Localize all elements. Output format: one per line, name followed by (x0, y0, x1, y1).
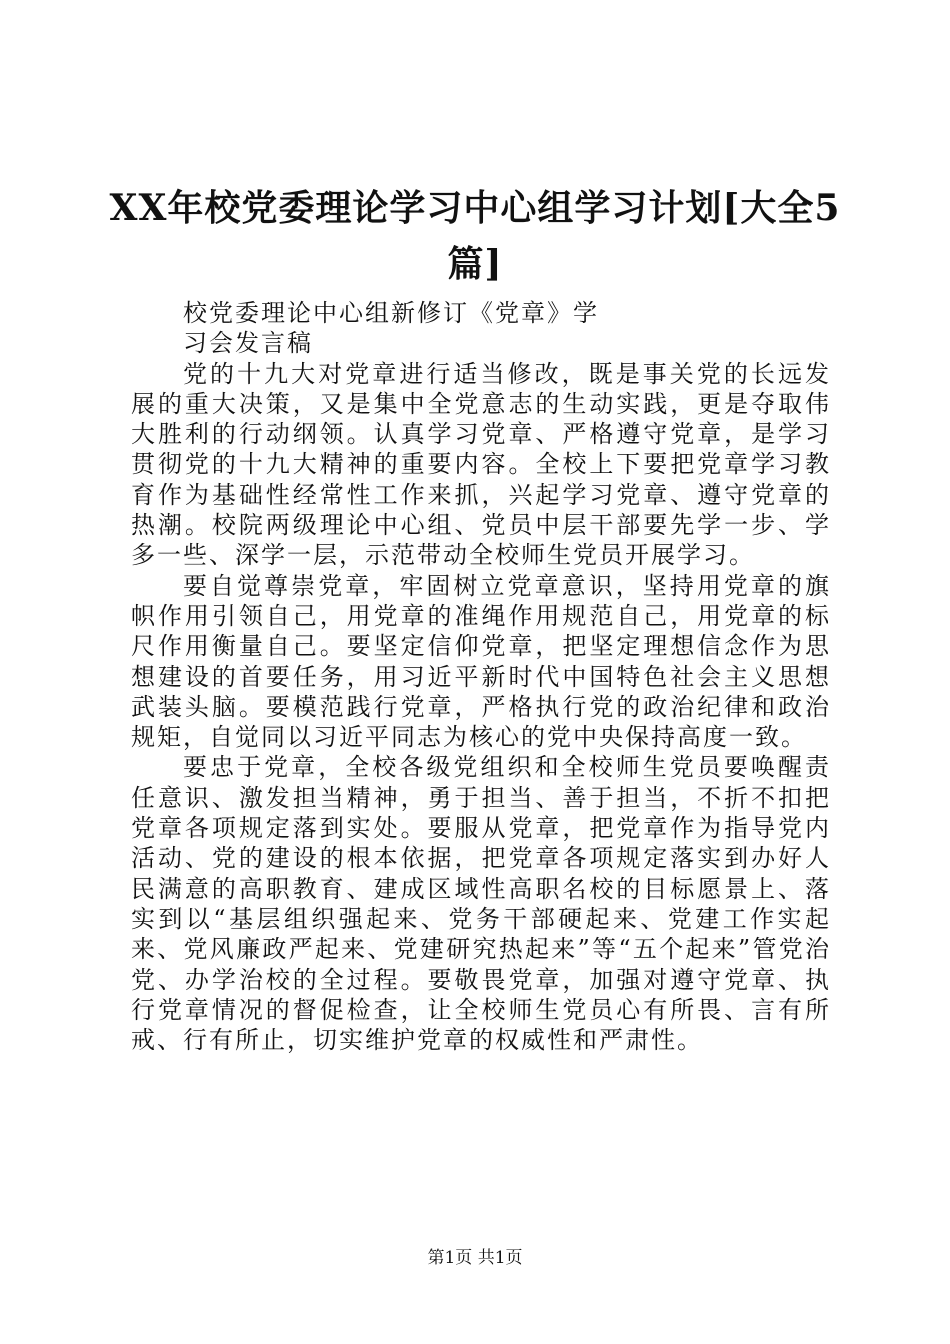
paragraph-3: 要忠于党章，全校各级党组织和全校师生党员要唤醒责任意识、激发担当精神，勇于担当、善于担当，不折不扣把党章各项规定落到实处。要服从党章，把党章作为指导党内活动、党的建设的根本依据，把党章各项规定落实到办好人民满意的高职教育、建成区域性高职名校的目标愿景上、落实到以“基层组织强起来、党务干部硬起来、党建工作实起来、党风廉政严起来、党建研究热起来”等“五个起来”管党治党、办学治校的全过程。要敬畏党章，加强对遵守党章、执行党章情况的督促检查，让全校师生党员心有所畏、言有所戒、行有所止，切实维护党章的权威性和严肃性。 (131, 753, 831, 1055)
document-body (131, 298, 831, 1055)
page-footer: 第1页 共1页 (427, 1248, 523, 1268)
document-subtitle: 校党委理论中心组新修订《党章》学习会发言稿 (183, 299, 599, 358)
paragraph-2: 要自觉尊崇党章，牢固树立党章意识，坚持用党章的旗帜作用引领自己，用党章的准绳作用规范自己，用党章的标尺作用衡量自己。要坚定信仰党章，把坚定理想信念作为思想建设的首要任务，用习近平新时代中国特色社会主义思想武装头脑。要模范践行党章，严格执行党的政治纪律和政治规矩，自觉同以习近平同志为核心的党中央保持高度一致。 (131, 571, 831, 752)
paragraph-1: 党的十九大对党章进行适当修改，既是事关党的长远发展的重大决策，又是集中全党意志的生动实践，更是夺取伟大胜利的行动纲领。认真学习党章、严格遵守党章，是学习贯彻党的十九大精神的重要内容。全校上下要把党章学习教育作为基础性经常性工作来抓，兴起学习党章、遵守党章的热潮。校院两级理论中心组、党员中层干部要先学一步、学多一些、深学一层，示范带动全校师生党员开展学习。 (131, 359, 831, 570)
document-title: XX年校党委理论学习中心组学习计划[大全5篇] (109, 187, 841, 285)
